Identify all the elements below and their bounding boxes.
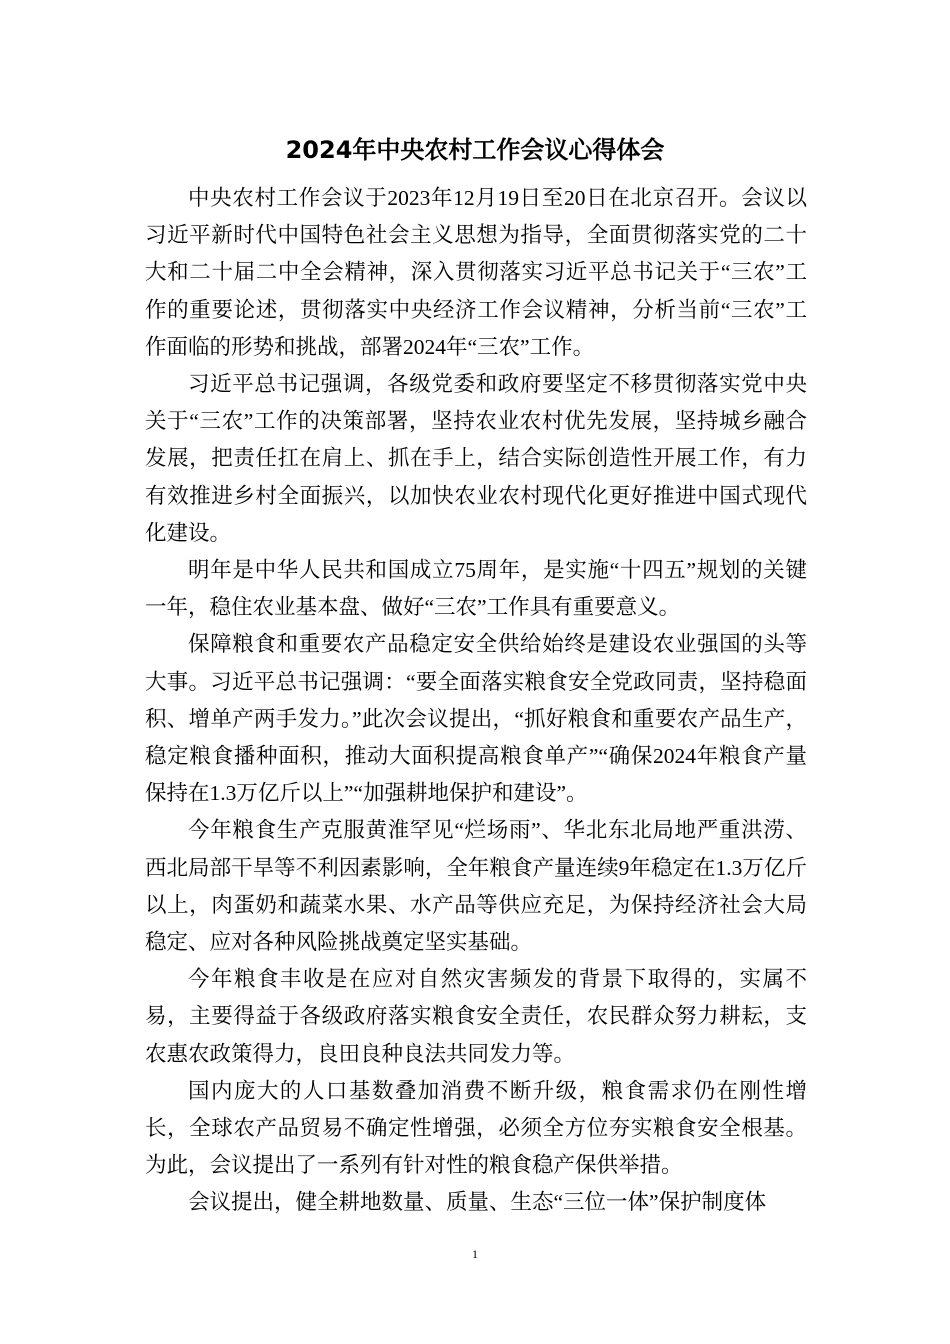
page-number: 1 xyxy=(472,1247,478,1261)
paragraph: 国内庞大的人口基数叠加消费不断升级，粮食需求仍在刚性增长，全球农产品贸易不确定性增强，必须全方位夯实粮食安全根基。为此，会议提出了一系列有针对性的粮食稳产保供举措。 xyxy=(145,1078,807,1178)
paragraph: 今年粮食生产克服黄淮罕见“烂场雨”、华北东北局地严重洪涝、西北局部干旱等不利因素影响，全年粮食产量连续9年稳定在1.3万亿斤以上，肉蛋奶和蔬菜水果、水产品等供应充足，为保持经济社会大局稳定、应对各种风险挑战奠定坚实基础。 xyxy=(145,818,807,955)
paragraph: 保障粮食和重要农产品稳定安全供给始终是建设农业强国的头等大事。习近平总书记强调：“要全面落实粮食安全党政同责，坚持稳面积、增单产两手发力。”此次会议提出，“抓好粮食和重要农产品生产，稳定粮食播种面积，推动大面积提高粮食单产”“确保2024年粮食产量保持在1.3万亿斤以上”“加强耕地保护和建设”。 xyxy=(145,632,807,806)
document-title: 2024年中央农村工作会议心得体会 xyxy=(285,136,665,164)
document-body xyxy=(145,180,807,1222)
paragraph: 习近平总书记强调，各级党委和政府要坚定不移贯彻落实党中央关于“三农”工作的决策部署，坚持农业农村优先发展，坚持城乡融合发展，把责任扛在肩上、抓在手上，结合实际创造性开展工作，有力有效推进乡村全面振兴，以加快农业农村现代化更好推进中国式现代化建设。 xyxy=(145,372,807,545)
paragraph: 今年粮食丰收是在应对自然灾害频发的背景下取得的，实属不易，主要得益于各级政府落实粮食安全责任，农民群众努力耕耘，支农惠农政策得力，良田良种良法共同发力等。 xyxy=(145,967,807,1066)
paragraph: 明年是中华人民共和国成立75周年，是实施“十四五”规划的关键一年，稳住农业基本盘、做好“三农”工作具有重要意义。 xyxy=(145,558,807,620)
paragraph: 中央农村工作会议于2023年12月19日至20日在北京召开。会议以习近平新时代中国特色社会主义思想为指导，全面贯彻落实党的二十大和二十届二中全会精神，深入贯彻落实习近平总书记关于“三农”工作的重要论述，贯彻落实中央经济工作会议精神，分析当前“三农”工作面临的形势和挑战，部署2024年“三农”工作。 xyxy=(145,186,807,359)
paragraph: 会议提出，健全耕地数量、质量、生态“三位一体”保护制度体 xyxy=(188,1190,767,1215)
